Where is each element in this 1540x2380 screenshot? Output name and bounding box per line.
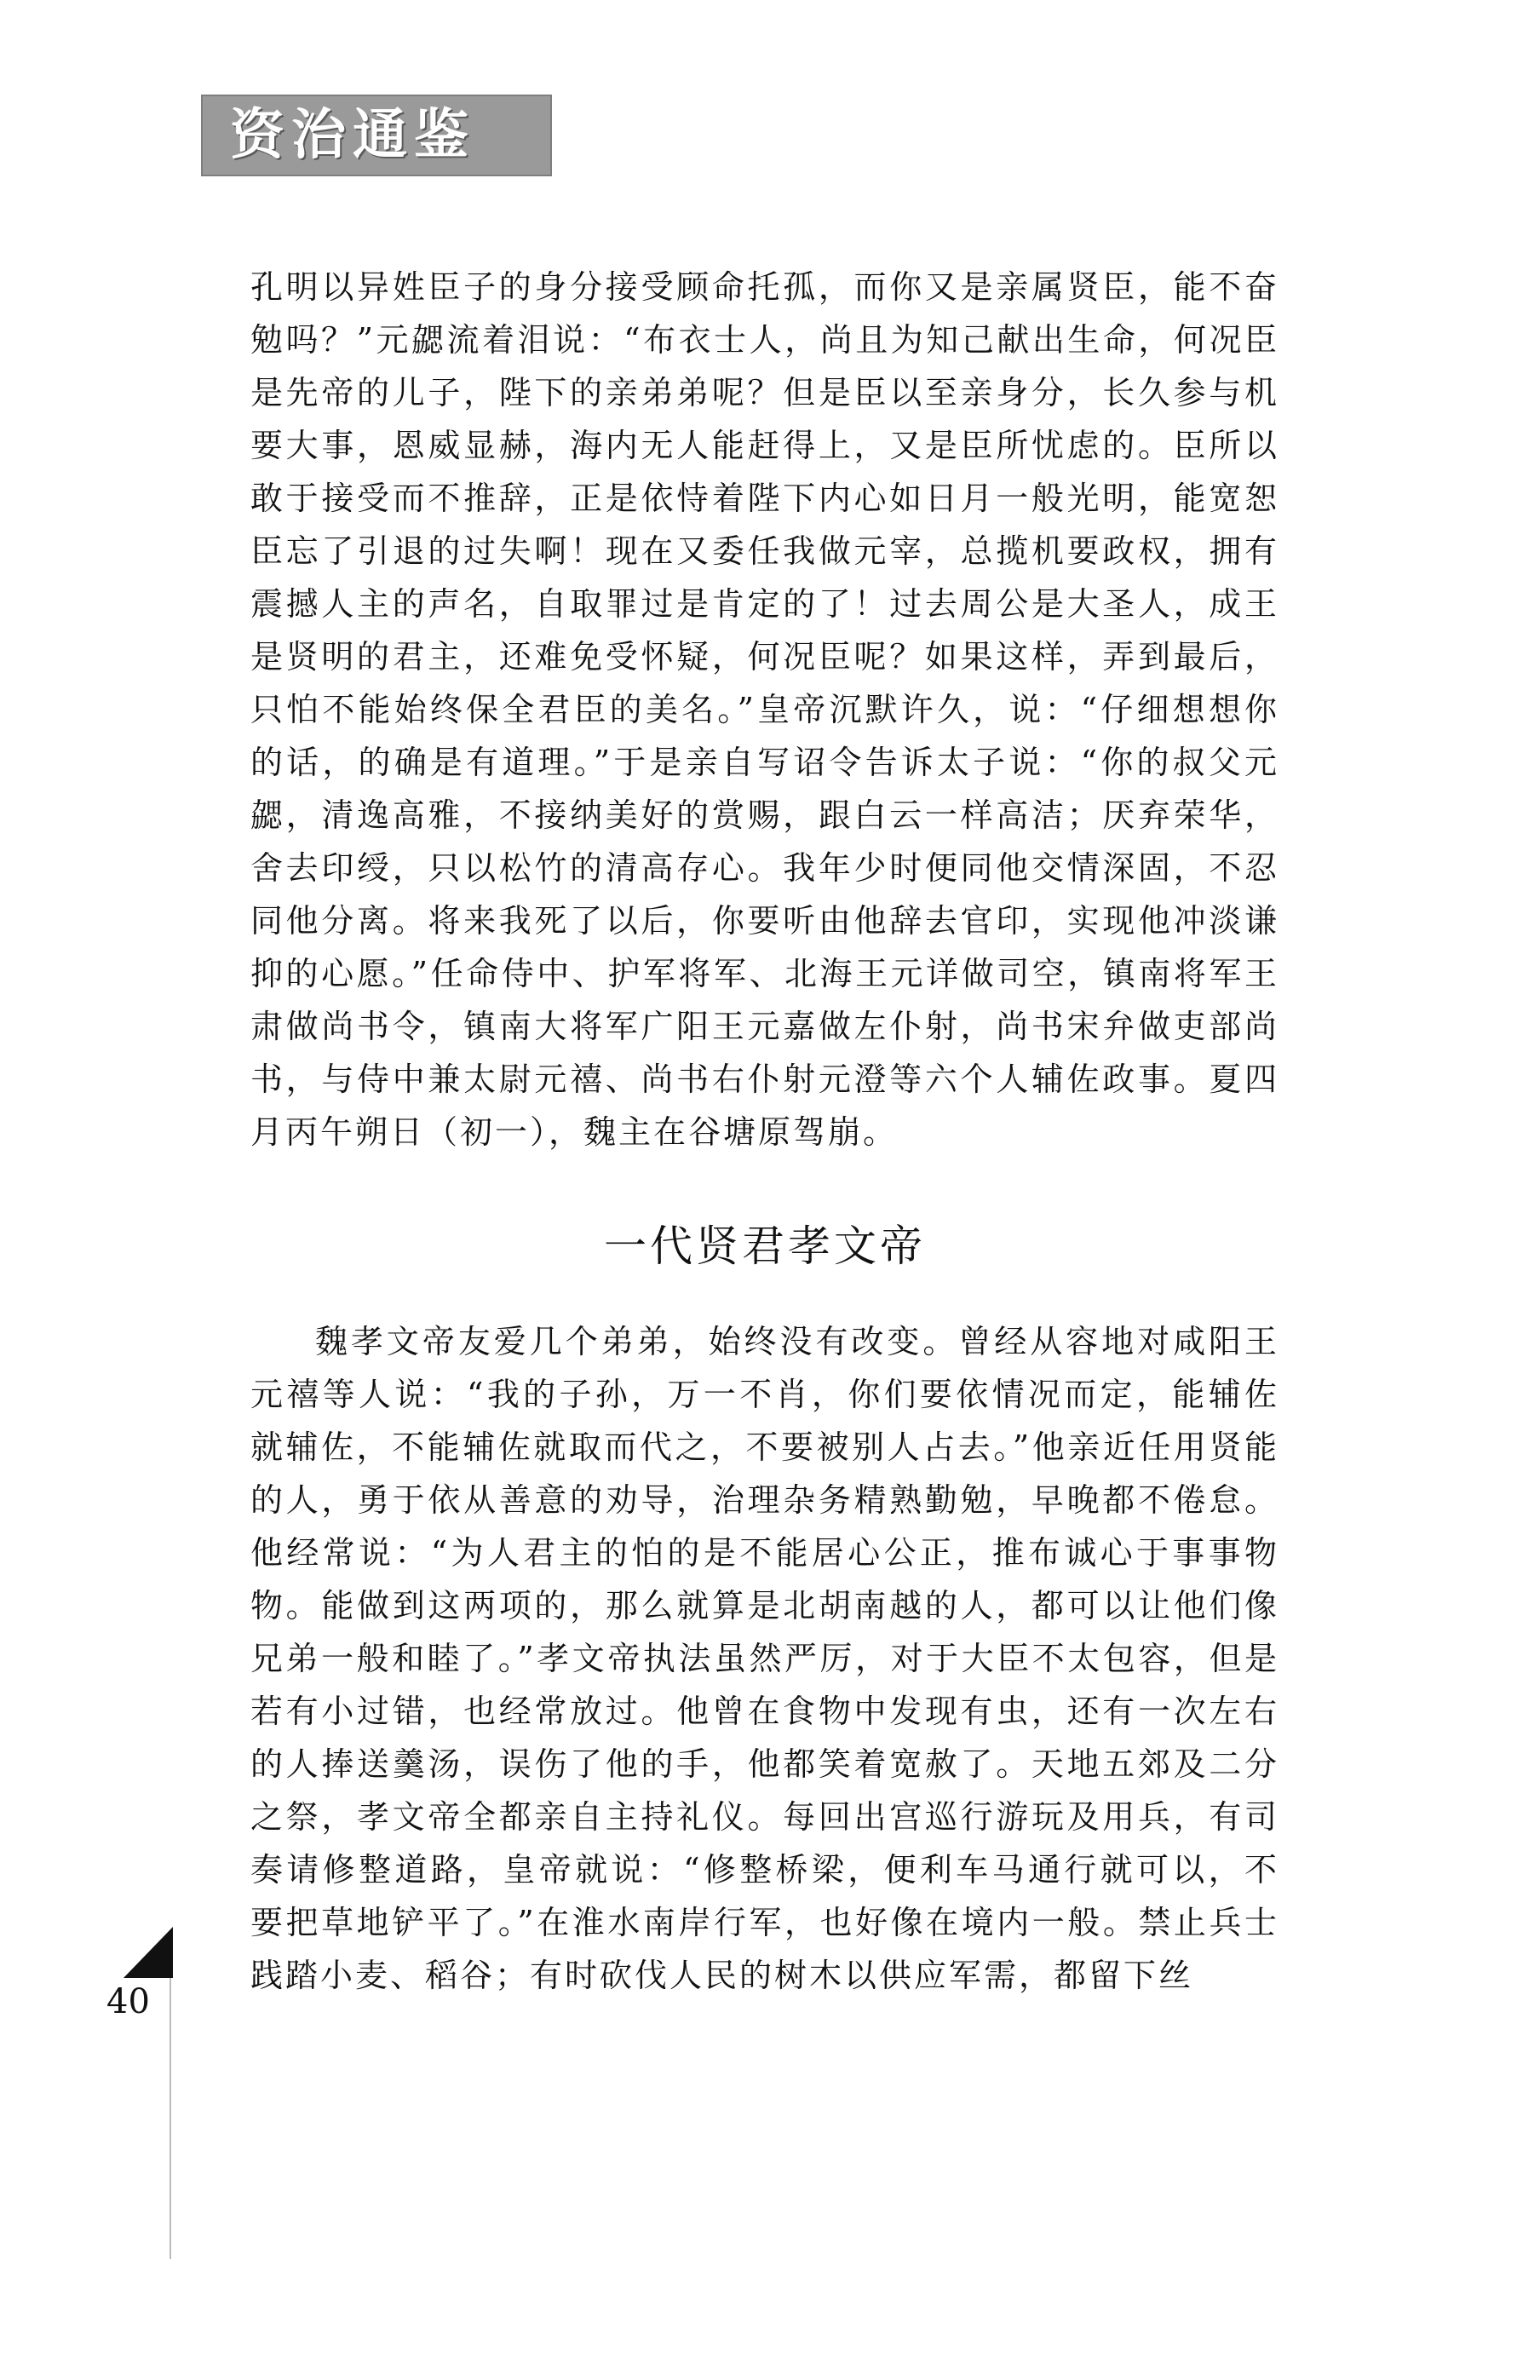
page-number: 40 [106, 1982, 150, 2021]
running-header-title: 资治通鉴 [230, 104, 475, 167]
page-corner-marker [124, 1927, 173, 1978]
paragraph: 孔明以异姓臣子的身分接受顾命托孤，而你又是亲属贤臣，能不奋勉吗？”元勰流着泪说：“布衣士人，尚且为知己献出生命，何况臣是先帝的儿子，陛下的亲弟弟呢？但是臣以至亲身分，长久参与机要大事，恩威显赫，海内无人能赶得上，又是臣所忧虑的。臣所以敢于接受而不推辞，正是依恃着陛下内心如日月一般光明，能宽恕臣忘了引退的过失啊！现在又委任我做元宰，总揽机要政权，拥有震撼人主的声名，自取罪过是肯定的了！过去周公是大圣人，成王是贤明的君主，还难免受怀疑，何况臣呢？如果这样，弄到最后，只怕不能始终保全君臣的美名。”皇帝沉默许久，说：“仔细想想你的话，的确是有道理。”于是亲自写诏令告诉太子说：“你的叔父元勰，清逸高雅，不接纳美好的赏赐，跟白云一样高洁；厌弃荣华，舍去印绶，只以松竹的清高存心。我年少时便同他交情深固，不忍同他分离。将来我死了以后，你要听由他辞去官印，实现他冲淡谦抑的心愿。”任命侍中、护军将军、北海王元详做司空，镇南将军王肃做尚书令，镇南大将军广阳王元嘉做左仆射，尚书宋弁做吏部尚书，与侍中兼太尉元禧、尚书右仆射元澄等六个人辅佐政事。夏四月丙午朔日（初一），魏主在谷塘原驾崩。 [250, 268, 1279, 1151]
body-text-section [250, 1315, 1279, 2002]
paragraph: 魏孝文帝友爱几个弟弟，始终没有改变。曾经从容地对咸阳王元禧等人说：“我的子孙，万一不肖，你们要依情况而定，能辅佐就辅佐，不能辅佐就取而代之，不要被别人占去。”他亲近任用贤能的人，勇于依从善意的劝导，治理杂务精熟勤勉，早晚都不倦怠。他经常说：“为人君主的怕的是不能居心公正，推布诚心于事事物物。能做到这两项的，那么就算是北胡南越的人，都可以让他们像兄弟一般和睦了。”孝文帝执法虽然严厉，对于大臣不太包容，但是若有小过错，也经常放过。他曾在食物中发现有虫，还有一次左右的人捧送羹汤，误伤了他的手，他都笑着宽赦了。天地五郊及二分之祭，孝文帝全都亲自主持礼仪。每回出宫巡行游玩及用兵，有司奏请修整道路，皇帝就说：“修整桥梁，便利车马通行就可以，不要把草地铲平了。”在淮水南岸行军，也好像在境内一般。禁止兵士践踏小麦、稻谷；有时砍伐人民的树木以供应军需，都留下丝 [250, 1323, 1279, 1994]
margin-rule [170, 1978, 171, 2259]
body-text-continued [250, 261, 1279, 1158]
section-heading: 一代贤君孝文帝 [604, 1222, 926, 1271]
